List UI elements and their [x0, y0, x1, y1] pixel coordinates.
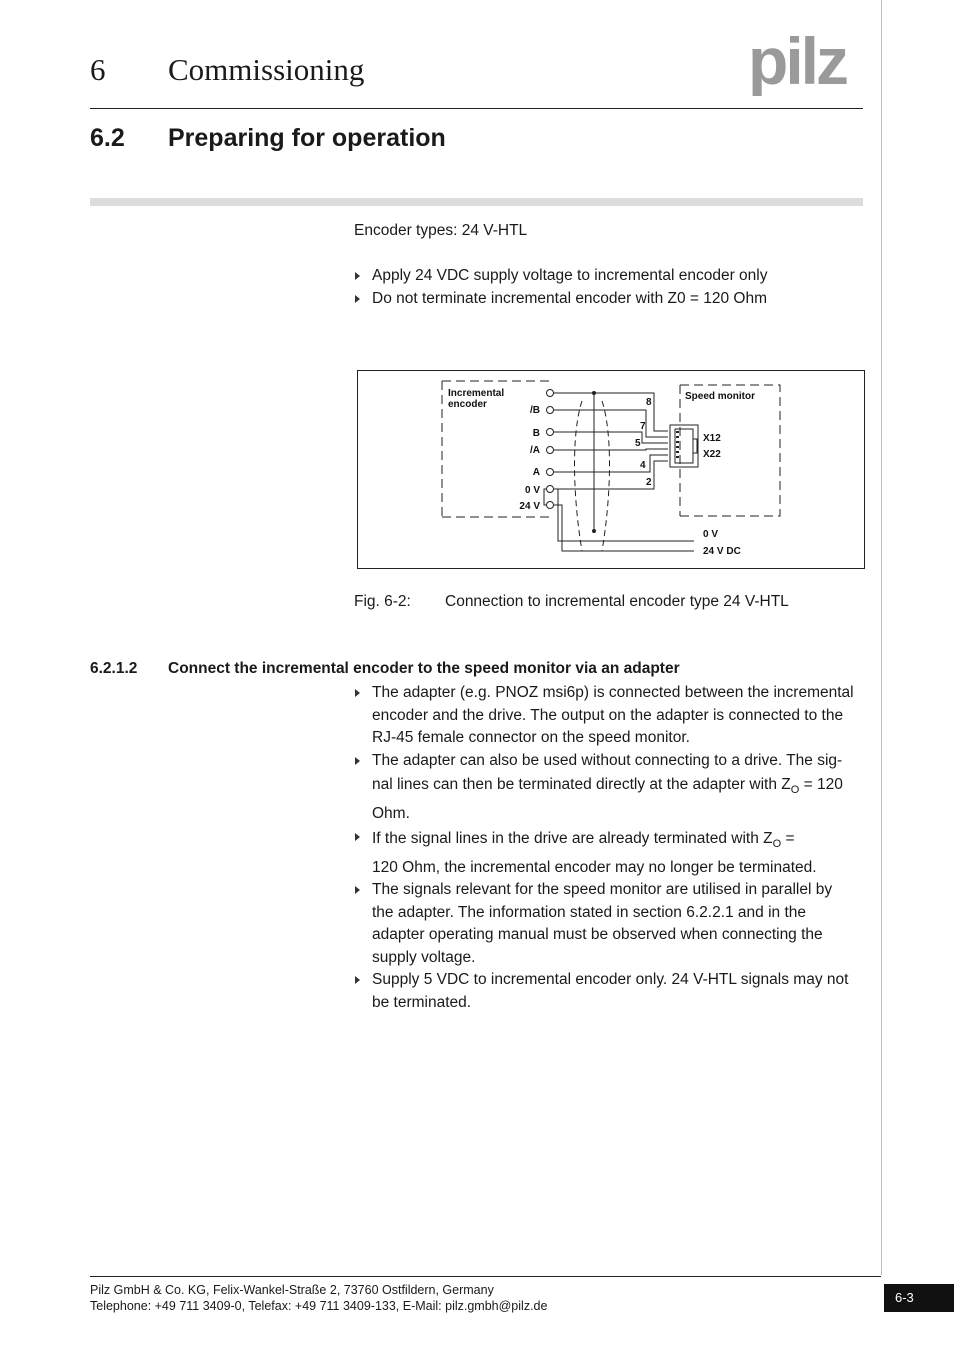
pin-label: 8: [646, 397, 652, 408]
figure-number: Fig. 6-2:: [354, 593, 411, 610]
bullet-arrow-icon: [355, 757, 360, 765]
header-rule: [90, 108, 863, 109]
bullet-arrow-icon: [355, 833, 360, 841]
list-item: The signals relevant for the speed monitor are utilised in parallel by the adapter. The information stated in section 6.2.2.1 and in the adapter operating manual must be observed when connecting the supply voltage.: [354, 879, 866, 969]
bullet-arrow-icon: [355, 295, 360, 303]
supply-label: 24 V DC: [703, 546, 741, 557]
list-item: Supply 5 VDC to incremental encoder only. 24 V-HTL signals may not be terminated.: [354, 969, 866, 1014]
margin-line: [881, 0, 882, 1275]
wiring-diagram: [357, 370, 865, 569]
pin-label: 4: [640, 460, 646, 471]
figure-caption: Connection to incremental encoder type 24 V-HTL: [445, 593, 789, 610]
pin-label: 7: [640, 421, 646, 432]
list-item: The adapter can also be used without connecting to a drive. The sig- nal lines can then be terminated directly at the adapter with $Z_O = 120$ Ohm.: [354, 750, 866, 826]
section-number: 6.2: [90, 124, 125, 152]
list-item: If the signal lines in the drive are already terminated with $Z_O$ = 120 Ohm, the incremental encoder may no longer be terminated.: [354, 826, 866, 880]
subsection-number: 6.2.1.2: [90, 660, 138, 677]
encoder-types: Encoder types: 24 V-HTL: [354, 222, 528, 239]
footer-contact: Telephone: +49 711 3409-0, Telefax: +49 711 3409-133, E-Mail: pilz.gmbh@pilz.de: [90, 1299, 548, 1313]
signal-label: A: [532, 467, 540, 478]
bullet-arrow-icon: [355, 272, 360, 280]
connector-label: X22: [703, 449, 721, 460]
pilz-logo: [748, 26, 866, 101]
signal-label: 24 V: [519, 501, 540, 512]
speed-monitor-label: Speed monitor: [685, 391, 756, 402]
bullet-arrow-icon: [355, 886, 360, 894]
adapter-bullet-list: [354, 682, 866, 1014]
list-item: The adapter (e.g. PNOZ msi6p) is connected between the incremental encoder and the drive. The output on the adapter is connected to the RJ-45 female connector on the speed monitor.: [354, 682, 866, 750]
encoder-label: Incremental: [448, 388, 505, 399]
supply-label: 0 V: [703, 529, 719, 540]
signal-label: 0 V: [524, 485, 540, 496]
connector-label: X12: [703, 433, 721, 444]
section-divider: [90, 198, 863, 206]
signal-label: B: [532, 428, 540, 439]
intro-bullet-list: [354, 265, 864, 310]
subsection-title: Connect the incremental encoder to the speed monitor via an adapter: [168, 660, 680, 677]
page-number: 6-3: [884, 1284, 954, 1312]
logo-text: pilz: [748, 26, 846, 96]
chapter-number: 6: [90, 52, 106, 87]
list-item: Do not terminate incremental encoder with Z0 = 120 Ohm: [354, 288, 864, 311]
signal-label: /A: [530, 445, 540, 456]
encoder-label: encoder: [448, 399, 487, 410]
footer-rule: [90, 1276, 881, 1277]
pin-label: 5: [635, 438, 641, 449]
footer-address: Pilz GmbH & Co. KG, Felix-Wankel-Straße 2, 73760 Ostfildern, Germany: [90, 1283, 494, 1297]
bullet-arrow-icon: [355, 689, 360, 697]
bullet-arrow-icon: [355, 976, 360, 984]
pin-label: 2: [646, 477, 652, 488]
section-title: Preparing for operation: [168, 124, 446, 152]
footer: [90, 1282, 547, 1314]
chapter-title: Commissioning: [168, 52, 365, 87]
signal-label: /B: [530, 405, 540, 416]
list-item: Apply 24 VDC supply voltage to incremental encoder only: [354, 265, 864, 288]
